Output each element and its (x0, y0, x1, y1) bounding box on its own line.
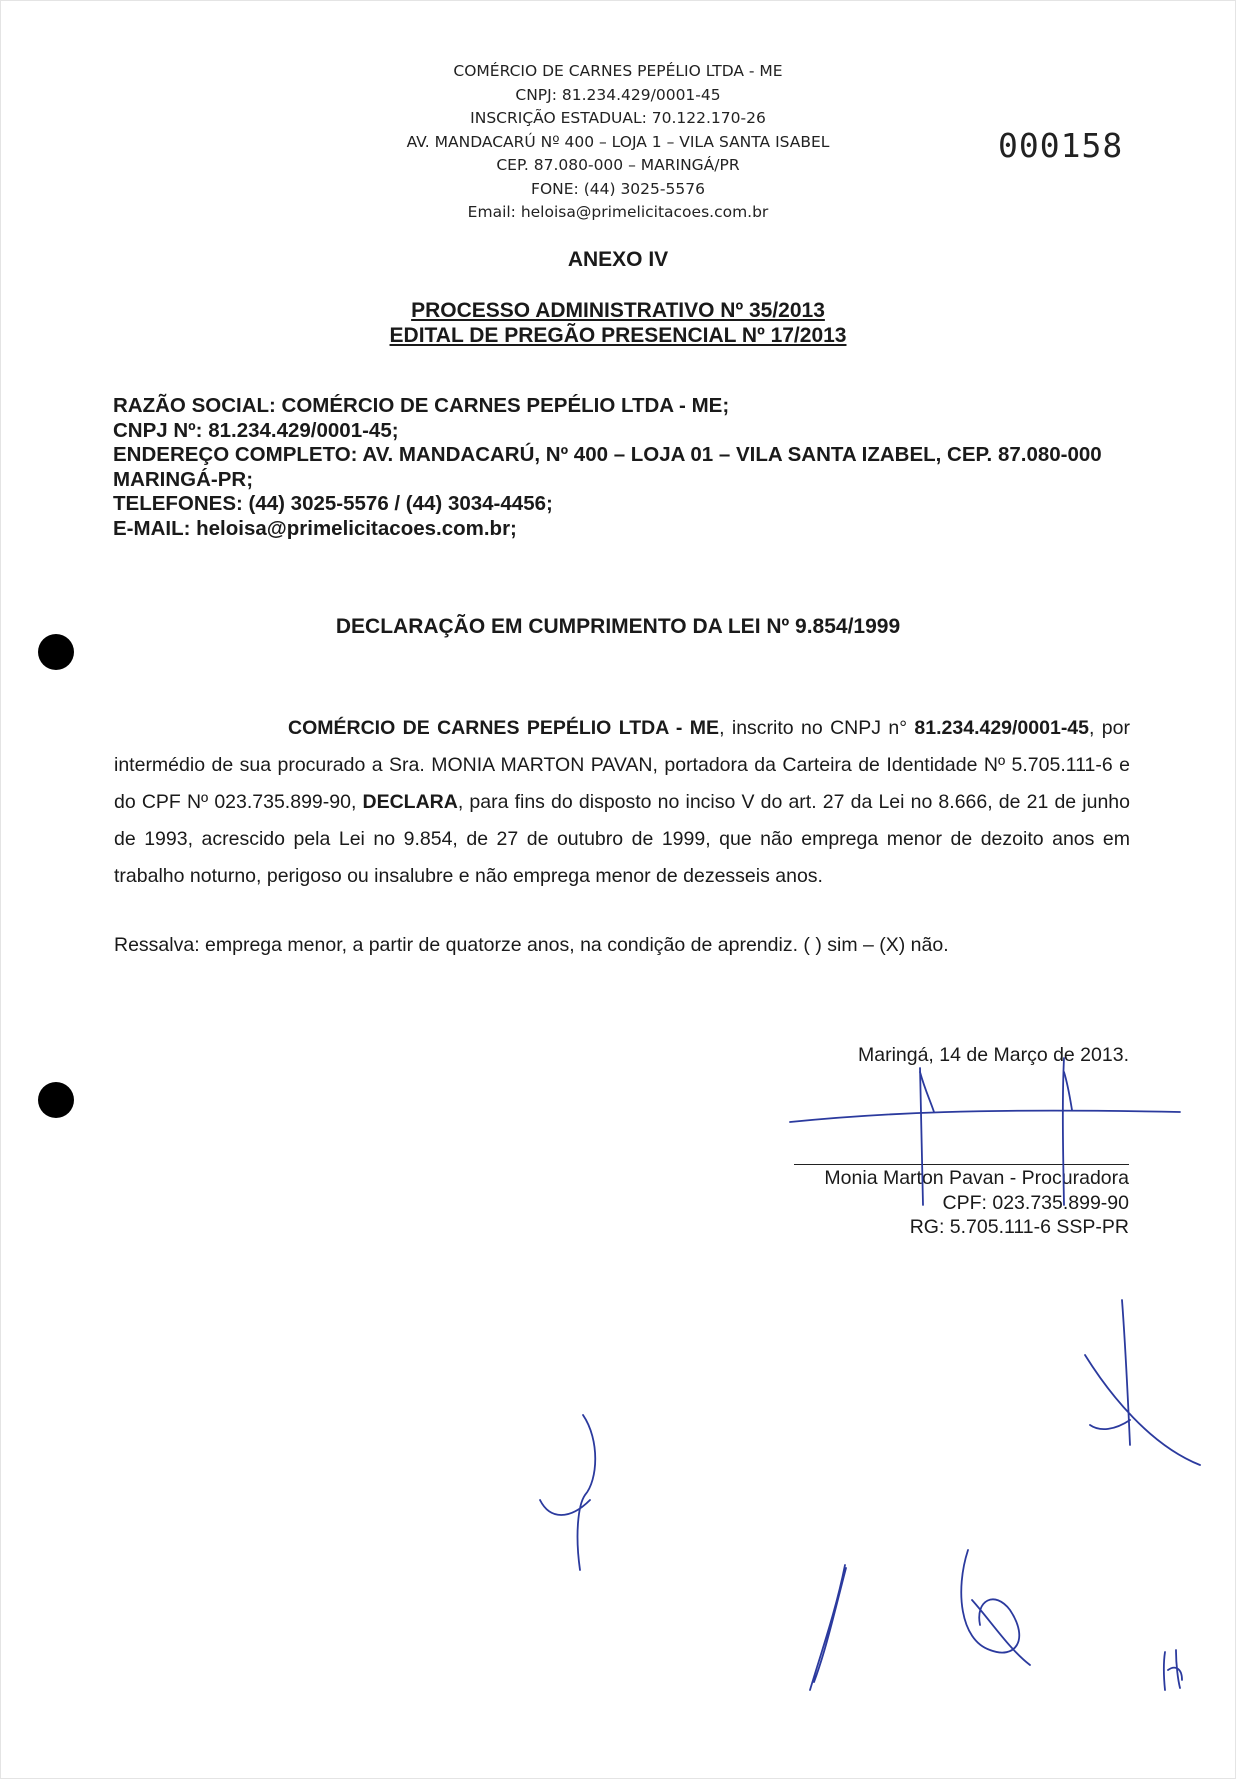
process-heading (0, 298, 1236, 348)
signature-line (794, 1164, 1129, 1165)
letterhead-phone: FONE: (44) 3025-5576 (531, 179, 705, 198)
signer-cpf: CPF: 023.735.899-90 (942, 1191, 1129, 1214)
declaration-body (114, 710, 1130, 895)
company-phones: TELEFONES: (44) 3025-5576 / (44) 3034-4456; (113, 492, 553, 516)
annex-title: ANEXO IV (567, 248, 669, 271)
punch-hole (38, 1082, 74, 1118)
declaration-cnpj: 81.234.429/0001-45 (914, 717, 1089, 739)
declaration-declares: DECLARA (362, 791, 458, 813)
letterhead-address: AV. MANDACARÚ Nº 400 – LOJA 1 – VILA SANTA ISABEL (406, 132, 830, 151)
letterhead-city: CEP. 87.080-000 – MARINGÁ/PR (496, 156, 740, 174)
company-email: E-MAIL: heloisa@primelicitacoes.com.br; (113, 516, 517, 540)
signer-name: Monia Marton Pavan - Procuradora (824, 1167, 1129, 1189)
declaration-text-3: , para fins do disposto no inciso V do art. 27 da Lei no 8.666, de 21 de junho de 1993, acrescido pela Lei no 9.854, de 27 de outubro de 1999, que não emprega menor de dezoito anos em trabalho noturno, perigoso ou insalubre e não emprega menor de dezesseis anos. (114, 791, 1130, 887)
declaration-title: DECLARAÇÃO EM CUMPRIMENTO DA LEI Nº 9.854/1999 (335, 615, 901, 638)
letterhead-state-registration: INSCRIÇÃO ESTADUAL: 70.122.170-26 (470, 109, 766, 127)
admin-process-number: PROCESSO ADMINISTRATIVO Nº 35/2013 (411, 299, 825, 322)
letterhead-cnpj: CNPJ: 81.234.429/0001-45 (515, 85, 721, 104)
company-cnpj: CNPJ Nº: 81.234.429/0001-45; (113, 418, 399, 442)
declaration-text-2: , por intermédio de sua procurado a Sra. MONIA MARTON PAVAN, portadora da Carteira de Identidade Nº 5.705.111-6 e do CPF Nº 023.735.899-90, (114, 717, 1130, 813)
signer-rg: RG: 5.705.111-6 SSP-PR (909, 1216, 1129, 1238)
date-line: Maringá, 14 de Março de 2013. (857, 1044, 1129, 1066)
corporate-name: RAZÃO SOCIAL: COMÉRCIO DE CARNES PEPÉLIO LTDA - ME; (113, 394, 730, 417)
punch-hole (38, 634, 74, 670)
page-number-stamp: 000158 (998, 126, 1124, 165)
declaration-company-name: COMÉRCIO DE CARNES PEPÉLIO LTDA - ME (288, 717, 720, 739)
edital-number: EDITAL DE PREGÃO PRESENCIAL Nº 17/2013 (389, 324, 847, 347)
signer-block (824, 1166, 1129, 1240)
company-data (113, 394, 1133, 542)
company-address: ENDEREÇO COMPLETO: AV. MANDACARÚ, Nº 400 – LOJA 01 – VILA SANTA IZABEL, CEP. 87.080-000 MARINGÁ-PR; (113, 443, 1102, 491)
ressalva-line: Ressalva: emprega menor, a partir de quatorze anos, na condição de aprendiz. ( ) sim – (X) não. (114, 934, 949, 956)
letterhead-email: Email: heloisa@primelicitacoes.com.br (467, 203, 769, 221)
letterhead-company: COMÉRCIO DE CARNES PEPÉLIO LTDA - ME (453, 62, 783, 80)
declaration-text-1: , inscrito no CNPJ n° (719, 717, 915, 739)
